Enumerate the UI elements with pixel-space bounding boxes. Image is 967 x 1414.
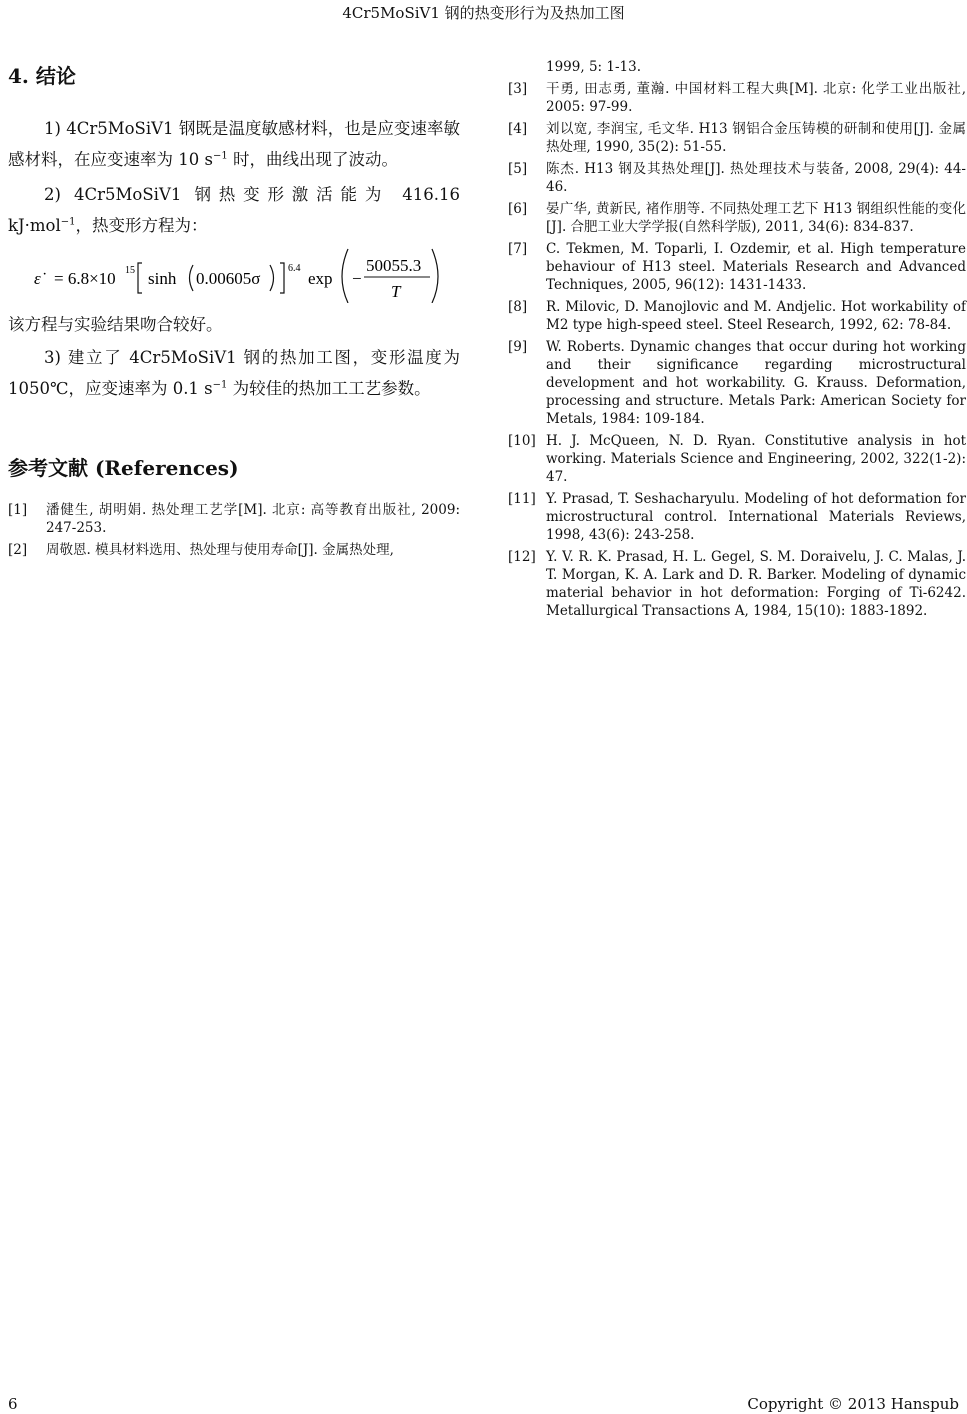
running-header: 4Cr5MoSiV1 钢的热变形行为及热加工图 <box>342 4 625 22</box>
reference-number: [3] <box>508 81 528 97</box>
conclusion-point-2 <box>8 179 460 241</box>
reference-number: [11] <box>508 491 536 507</box>
eq-numerator: 50055.3 <box>366 256 422 275</box>
eq-exponent-6-4: 6.4 <box>288 263 301 274</box>
superscript: −1 <box>212 150 228 162</box>
reference-item <box>508 548 966 620</box>
reference-item <box>508 338 966 428</box>
copyright-notice: Copyright © 2013 Hanspub <box>747 1395 959 1413</box>
reference-item <box>508 432 966 486</box>
constitutive-equation <box>8 241 460 303</box>
big-right-paren <box>432 249 438 303</box>
section-heading-conclusion: 4. 结论 <box>8 64 76 88</box>
conclusion-point-3-text: 3) 建立了 4Cr5MoSiV1 钢的热加工图，变形温度为 1050℃，应变速率为 0.1 s <box>8 348 460 398</box>
reference-text: Y. V. R. K. Prasad, H. L. Gegel, S. M. Doraivelu, J. C. Malas, J. T. Morgan, K. A. Lark and D. R. Barker. Modeling of dynamic material behavior in hot deformation: Forging of Ti-6242. Metallurgical Transactions A, 1984, 15(10): 1883-1892. <box>546 549 966 619</box>
reference-text: 陈杰. H13 钢及其热处理[J]. 热处理技术与装备, 2008, 29(4): 44-46. <box>546 161 966 195</box>
reference-number: [7] <box>508 241 528 257</box>
reference-item <box>508 298 966 334</box>
reference-number: [2] <box>8 542 28 558</box>
reference-number: [5] <box>508 161 528 177</box>
right-column <box>508 58 966 624</box>
superscript: −1 <box>60 216 76 228</box>
reference-text: 刘以宽, 李润宝, 毛文华. H13 钢铝合金压铸模的研制和使用[J]. 金属热处理, 1990, 35(2): 51-55. <box>546 121 966 155</box>
eq-argument: 0.00605σ <box>196 269 261 288</box>
conclusion-point-2-text: 2) 4Cr5MoSiV1 钢热变形激活能为 416.16 kJ·mol <box>8 185 460 235</box>
conclusion-point-2-tail: ，热变形方程为： <box>75 216 208 235</box>
eq-denominator: T <box>391 282 401 301</box>
right-bracket <box>280 263 284 293</box>
conclusion-point-3 <box>8 342 460 404</box>
reference-continuation: 1999, 5: 1-13. <box>546 59 641 75</box>
reference-number: [6] <box>508 201 528 217</box>
conclusion-point-1-tail: 时，曲线出现了波动。 <box>227 150 398 169</box>
reference-number: [9] <box>508 339 528 355</box>
equation-svg <box>8 241 460 303</box>
superscript: −1 <box>212 379 228 391</box>
reference-item <box>8 541 460 559</box>
eq-exp: exp <box>308 269 333 288</box>
left-paren <box>190 265 194 291</box>
references-list-left <box>8 501 460 559</box>
right-paren <box>270 265 274 291</box>
references-heading: 参考文献 (References) <box>8 456 239 480</box>
reference-text: H. J. McQueen, N. D. Ryan. Constitutive analysis in hot working. Materials Science and Engineering, 2002, 322(1-2): 47. <box>546 433 966 485</box>
reference-item <box>8 501 460 537</box>
conclusion-point-2-remark: 该方程与实验结果吻合较好。 <box>8 315 223 334</box>
reference-number: [10] <box>508 433 536 449</box>
page-number: 6 <box>8 1395 18 1413</box>
big-left-paren <box>342 249 348 303</box>
conclusion-point-1 <box>8 113 460 175</box>
eq-minus: − <box>352 269 362 288</box>
left-column <box>8 60 460 563</box>
left-bracket <box>138 263 142 293</box>
reference-text: C. Tekmen, M. Toparli, I. Ozdemir, et al. High temperature behaviour of H13 steel. Materials Research and Advanced Techniques, 2005, 96(12): 1431-1433. <box>546 241 966 293</box>
eq-sinh: sinh <box>148 269 177 288</box>
reference-item <box>508 120 966 156</box>
reference-text: R. Milovic, D. Manojlovic and M. Andjelic. Hot workability of M2 type high-speed steel. Steel Research, 1992, 62: 78-84. <box>546 299 966 333</box>
reference-text: 晏广华, 黄新民, 褚作朋等. 不同热处理工艺下 H13 钢组织性能的变化[J]. 合肥工业大学学报(自然科学版), 2011, 34(6): 834-837. <box>546 201 966 235</box>
eq-lhs: ε̇ <box>34 269 41 288</box>
references-list-right <box>508 80 966 620</box>
reference-number: [8] <box>508 299 528 315</box>
reference-number: [12] <box>508 549 536 565</box>
eq-coefficient: = 6.8×10 <box>54 269 116 288</box>
reference-text: 周敬恩. 模具材料选用、热处理与使用寿命[J]. 金属热处理, <box>46 542 394 558</box>
reference-item <box>508 200 966 236</box>
reference-item <box>508 160 966 196</box>
reference-item <box>508 80 966 116</box>
reference-item <box>508 490 966 544</box>
conclusion-point-3-tail: 为较佳的热加工工艺参数。 <box>227 379 431 398</box>
reference-number: [1] <box>8 502 28 518</box>
eq-exponent-15: 15 <box>125 265 135 276</box>
reference-text: 潘健生, 胡明娟. 热处理工艺学[M]. 北京: 高等教育出版社, 2009: 247-253. <box>46 502 460 536</box>
reference-text: Y. Prasad, T. Seshacharyulu. Modeling of hot deformation for microstructural control. International Materials Reviews, 1998, 43(6): 243-258. <box>546 491 966 543</box>
reference-text: 干勇, 田志勇, 董瀚. 中国材料工程大典[M]. 北京: 化学工业出版社, 2005: 97-99. <box>546 81 966 115</box>
conclusion-point-1-text: 1) 4Cr5MoSiV1 钢既是温度敏感材料，也是应变速率敏感材料，在应变速率为 10 s <box>8 119 460 169</box>
reference-text: W. Roberts. Dynamic changes that occur during hot working and their significance regarding microstructural development and hot workability. G. Krauss. Deformation, processing and structure. Metals Park: American Society for Metals, 1984: 109-184. <box>546 339 966 427</box>
reference-number: [4] <box>508 121 528 137</box>
reference-item <box>508 240 966 294</box>
